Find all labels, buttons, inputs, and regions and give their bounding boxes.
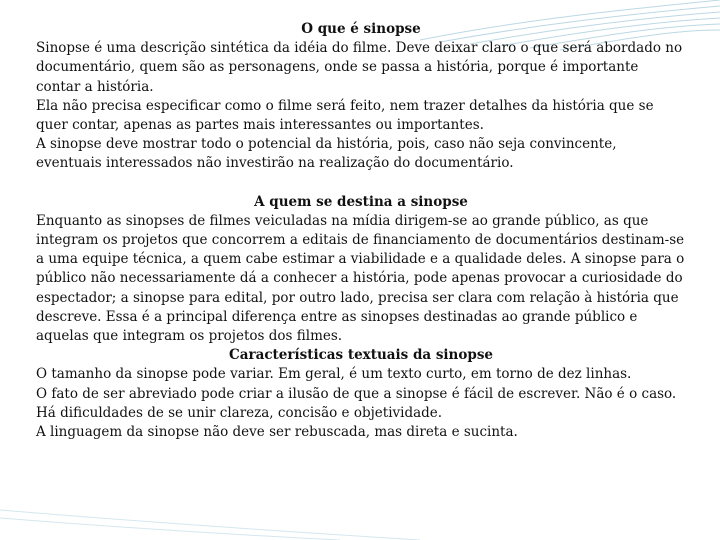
- heading-audience: A quem se destina a sinopse: [254, 193, 468, 210]
- heading-what-is-synopsis: O que é sinopse: [301, 21, 421, 37]
- paragraph: A sinopse deve mostrar todo o potencial da história, pois, caso não seja convincente, eventuais interessados não investirão na realização do documentário.: [36, 136, 617, 172]
- spacer: [36, 174, 686, 193]
- heading-textual-features: Características textuais da sinopse: [228, 347, 494, 364]
- paragraph: O tamanho da sinopse pode variar. Em geral, é um texto curto, em torno de dez linhas.: [36, 366, 632, 383]
- paragraph: Sinopse é uma descrição sintética da idéia do filme. Deve deixar claro o que será abordado no documentário, quem são as personagens, onde se passa a história, porque é importante contar a história.: [36, 40, 683, 95]
- paragraph: Ela não precisa especificar como o filme será feito, nem trazer detalhes da história que se quer contar, apenas as partes mais interessantes ou importantes.: [36, 97, 654, 134]
- document-body: [36, 20, 686, 442]
- paragraph: O fato de ser abreviado pode criar a ilusão de que a sinopse é fácil de escrever. Não é o caso. Há dificuldades de se unir clareza, concisão e objetividade.: [36, 385, 677, 421]
- paragraph: A linguagem da sinopse não deve ser rebuscada, mas direta e sucinta.: [36, 424, 518, 441]
- paragraph: Enquanto as sinopses de filmes veiculadas na mídia dirigem-se ao grande público, as que integram os projetos que concorrem a editais de financiamento de documentários destinam-se a uma equipe técnica, a quem cabe estimar a viabilidade e a qualidade deles. A sinopse para o público não necessariamente dá a conhecer a história, pode apenas provocar a curiosidade do espectador; a sinopse para edital, por outro lado, precisa ser clara com relação à história que descreve. Essa é a principal diferença entre as sinopses destinadas ao grande público e aquelas que integram os projetos dos filmes.: [36, 212, 685, 345]
